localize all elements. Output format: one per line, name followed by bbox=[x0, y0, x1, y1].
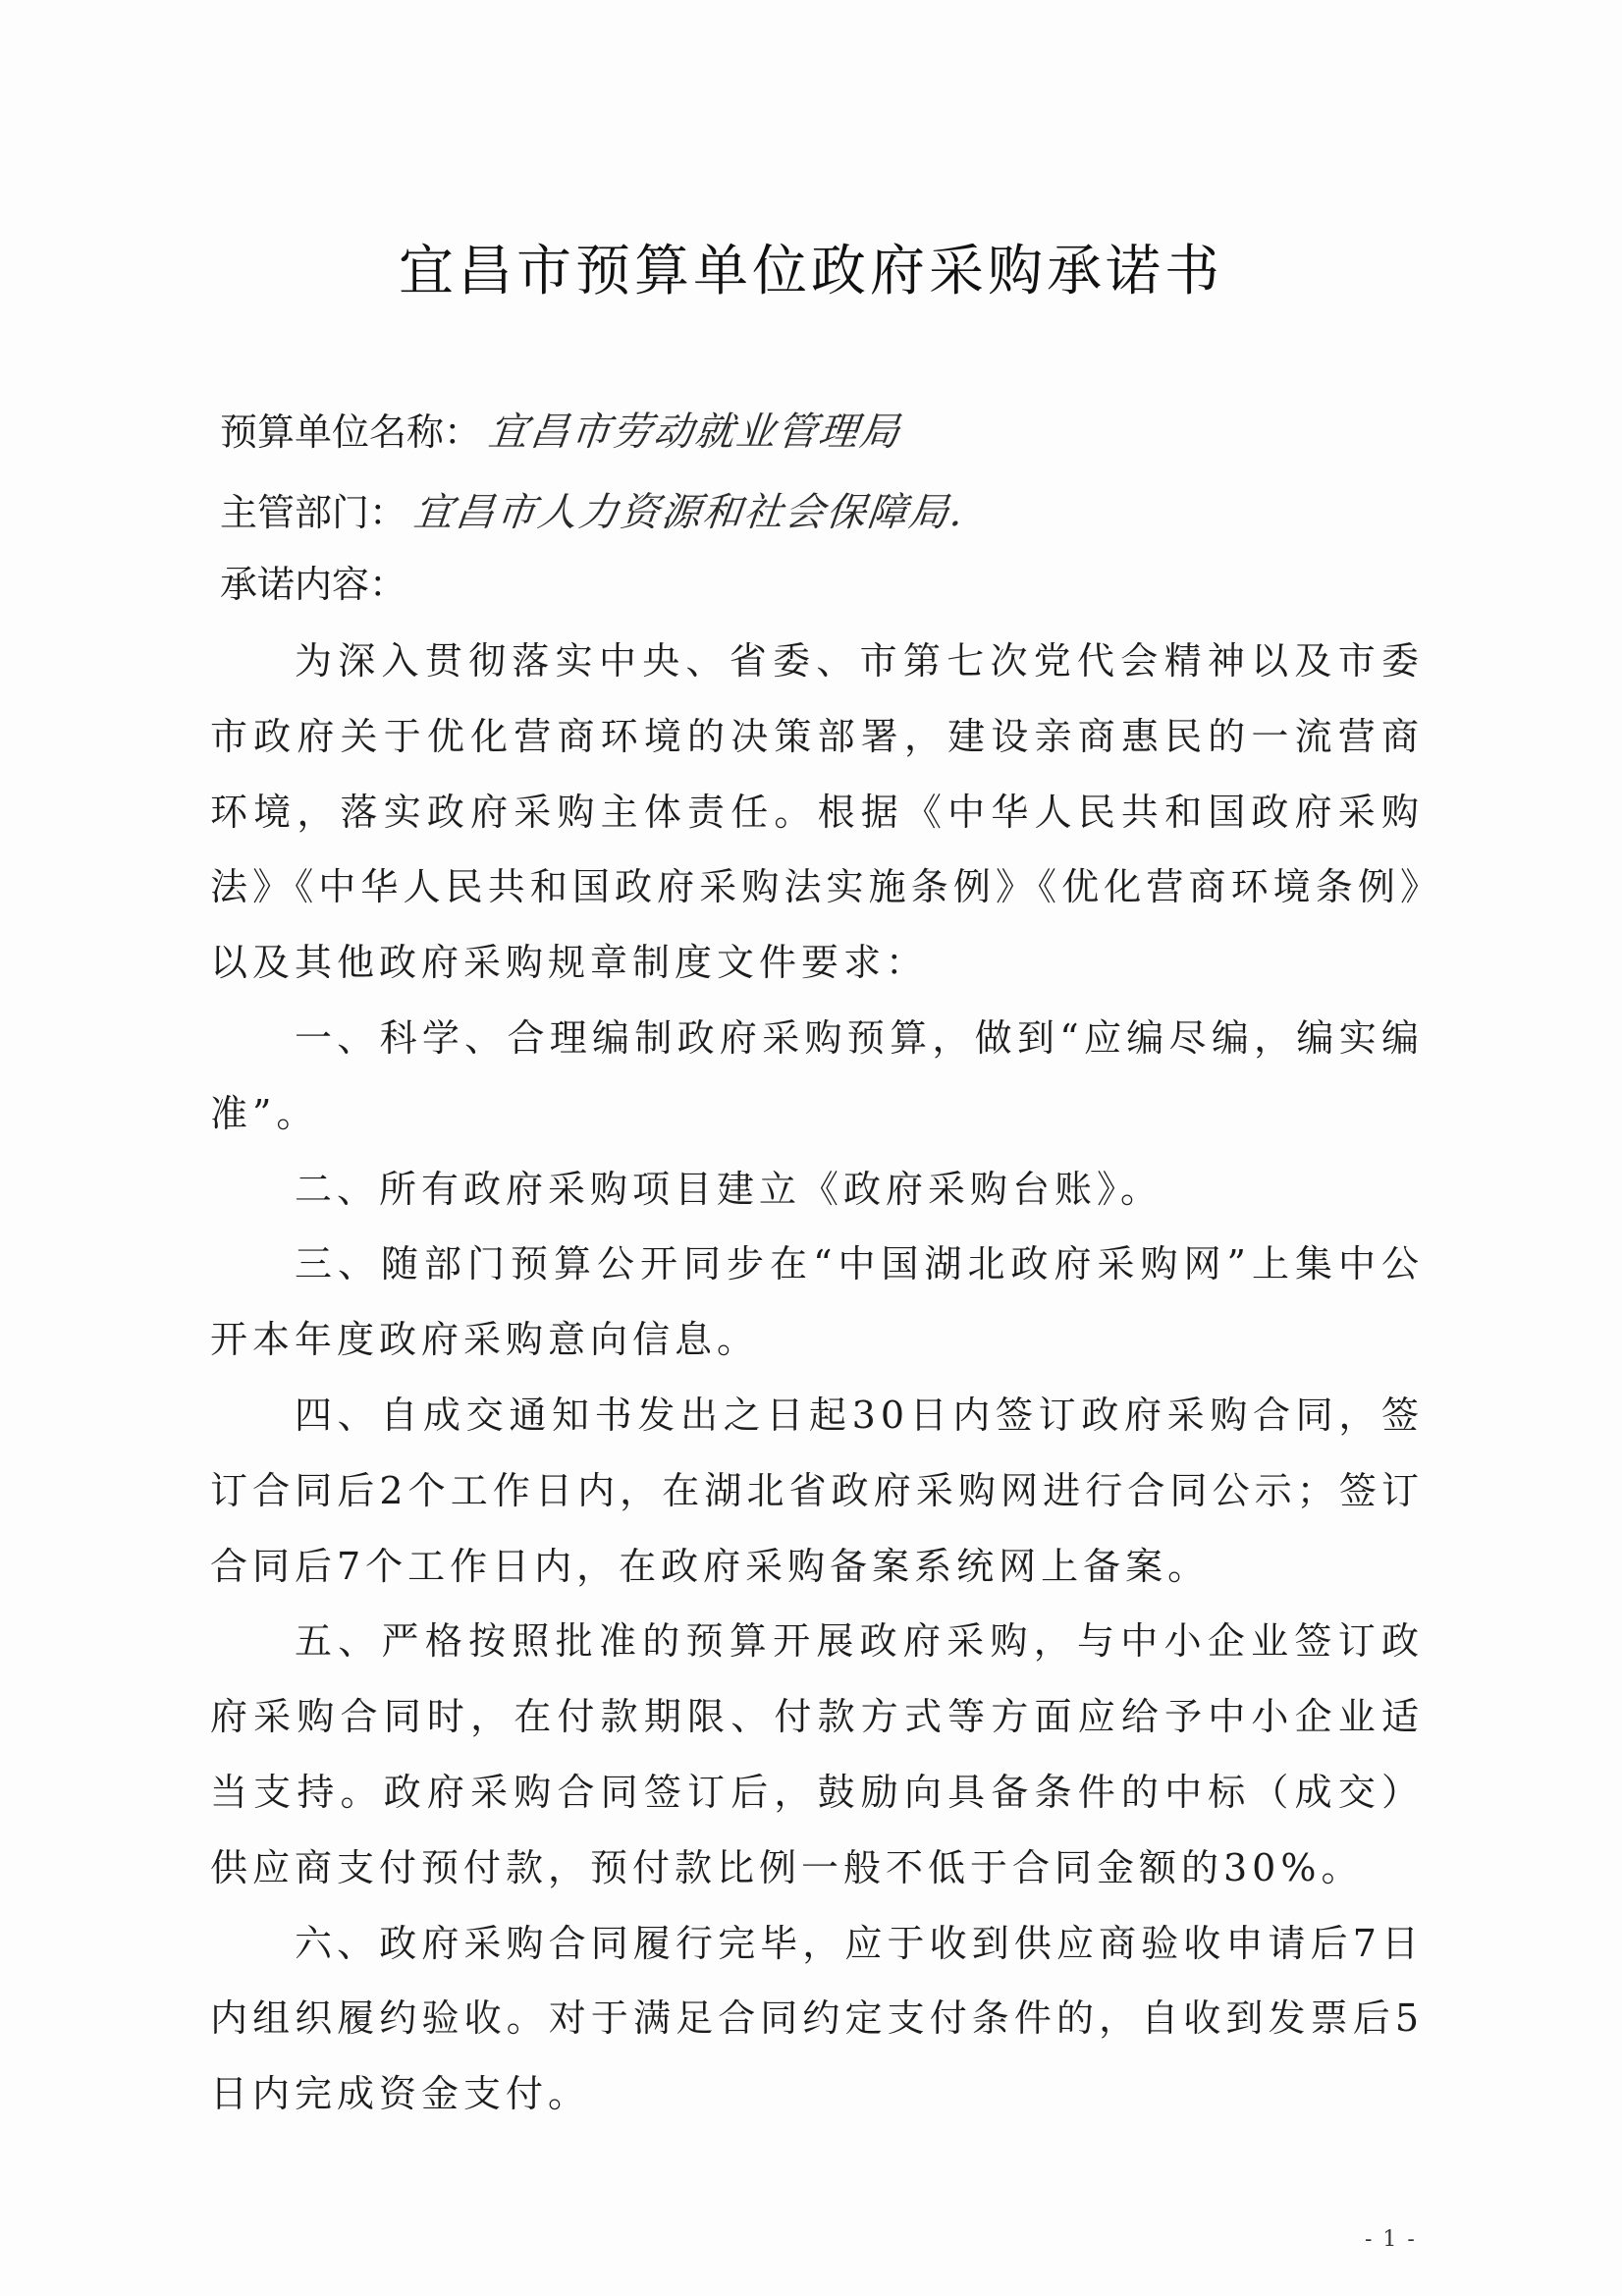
budget-unit-handwritten-value: 宜昌市劳动就业管理局 bbox=[486, 410, 904, 455]
document-title: 宜昌市预算单位政府采购承诺书 bbox=[399, 240, 1223, 303]
commitment-content-label: 承诺内容： bbox=[220, 563, 407, 606]
paragraph-item-5: 五、严格按照批准的预算开展政府采购，与中小企业签订政府采购合同时，在付款期限、付款方式等方面应给予中小企业适当支持。政府采购合同签订后，鼓励向具备条件的中标（成交）供应商支付预付款，预付款比例一般不低于合同金额的30%。 bbox=[210, 1619, 1424, 1889]
page-number: - 1 - bbox=[1365, 2227, 1417, 2252]
paragraph-item-6: 六、政府采购合同履行完毕，应于收到供应商验收申请后7日内组织履约验收。对于满足合同约定支付条件的，自收到发票后5日内完成资金支付。 bbox=[210, 1921, 1424, 2116]
paragraph-item-1: 一、科学、合理编制政府采购预算，做到“应编尽编，编实编准”。 bbox=[210, 1015, 1424, 1135]
paragraph-item-3: 三、随部门预算公开同步在“中国湖北政府采购网”上集中公开本年度政府采购意向信息。 bbox=[210, 1242, 1424, 1362]
paragraph-item-2: 二、所有政府采购项目建立《政府采购台账》。 bbox=[295, 1167, 1163, 1211]
supervising-dept-label: 主管部门： bbox=[220, 491, 407, 534]
paragraph-item-4: 四、自成交通知书发出之日起30日内签订政府采购合同，签订合同后2个工作日内，在湖北省政府采购网进行合同公示；签订合同后7个工作日内，在政府采购备案系统网上备案。 bbox=[210, 1393, 1424, 1588]
commitment-body bbox=[210, 624, 1424, 2132]
budget-unit-field bbox=[220, 401, 904, 457]
budget-unit-label: 预算单位名称： bbox=[220, 410, 482, 454]
supervising-dept-handwritten-value: 宜昌市人力资源和社会保障局. bbox=[411, 490, 967, 535]
supervising-dept-field bbox=[220, 481, 965, 537]
paragraph-intro: 为深入贯彻落实中央、省委、市第七次党代会精神以及市委市政府关于优化营商环境的决策部署，建设亲商惠民的一流营商环境，落实政府采购主体责任。根据《中华人民共和国政府采购法》《中华人民共和国政府采购法实施条例》《优化营商环境条例》以及其他政府采购规章制度文件要求： bbox=[210, 639, 1424, 985]
